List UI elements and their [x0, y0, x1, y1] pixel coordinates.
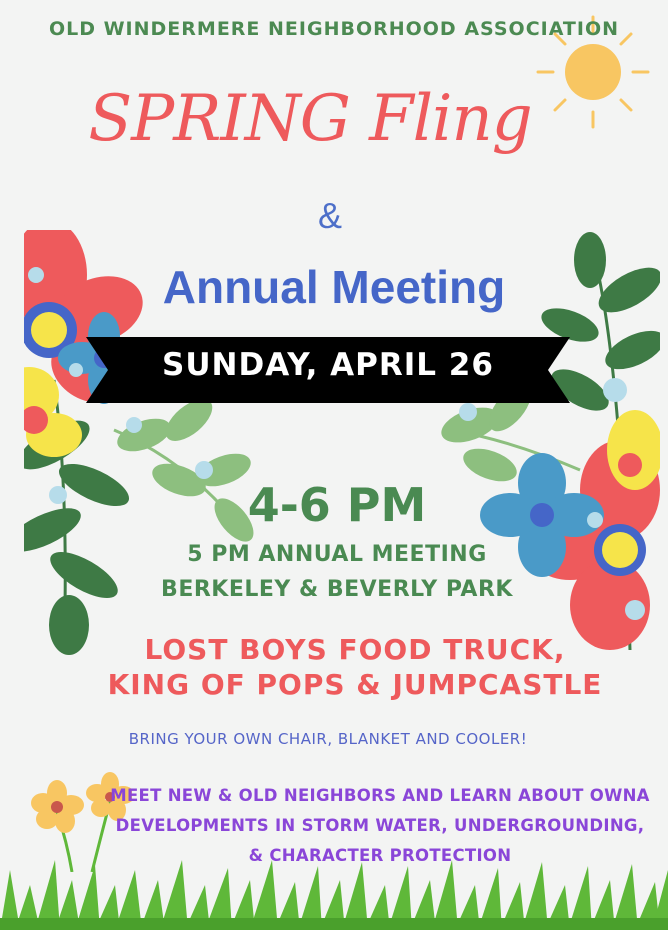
message-line-3: & CHARACTER PROTECTION [248, 846, 512, 865]
message-line-2: DEVELOPMENTS IN STORM WATER, UNDERGROUNDING, [115, 816, 645, 835]
event-title: SPRING Fling [88, 82, 532, 156]
attractions-line-1: LOST BOYS FOOD TRUCK, [144, 633, 566, 666]
message-line-1: MEET NEW & OLD NEIGHBORS AND LEARN ABOUT OWNA [110, 786, 650, 805]
event-time: 4-6 PM [247, 478, 427, 532]
event-date: SUNDAY, APRIL 26 [162, 347, 494, 383]
event-location: BERKELEY & BEVERLY PARK [161, 577, 513, 602]
organization-name: OLD WINDERMERE NEIGHBORHOOD ASSOCIATION [48, 18, 620, 40]
attractions-line-2: KING OF POPS & JUMPCASTLE [107, 668, 603, 701]
meeting-time: 5 PM ANNUAL MEETING [187, 542, 487, 567]
bring-note: BRING YOUR OWN CHAIR, BLANKET AND COOLER! [128, 730, 528, 748]
event-subtitle: Annual Meeting [162, 261, 506, 313]
ampersand: & [317, 195, 342, 236]
